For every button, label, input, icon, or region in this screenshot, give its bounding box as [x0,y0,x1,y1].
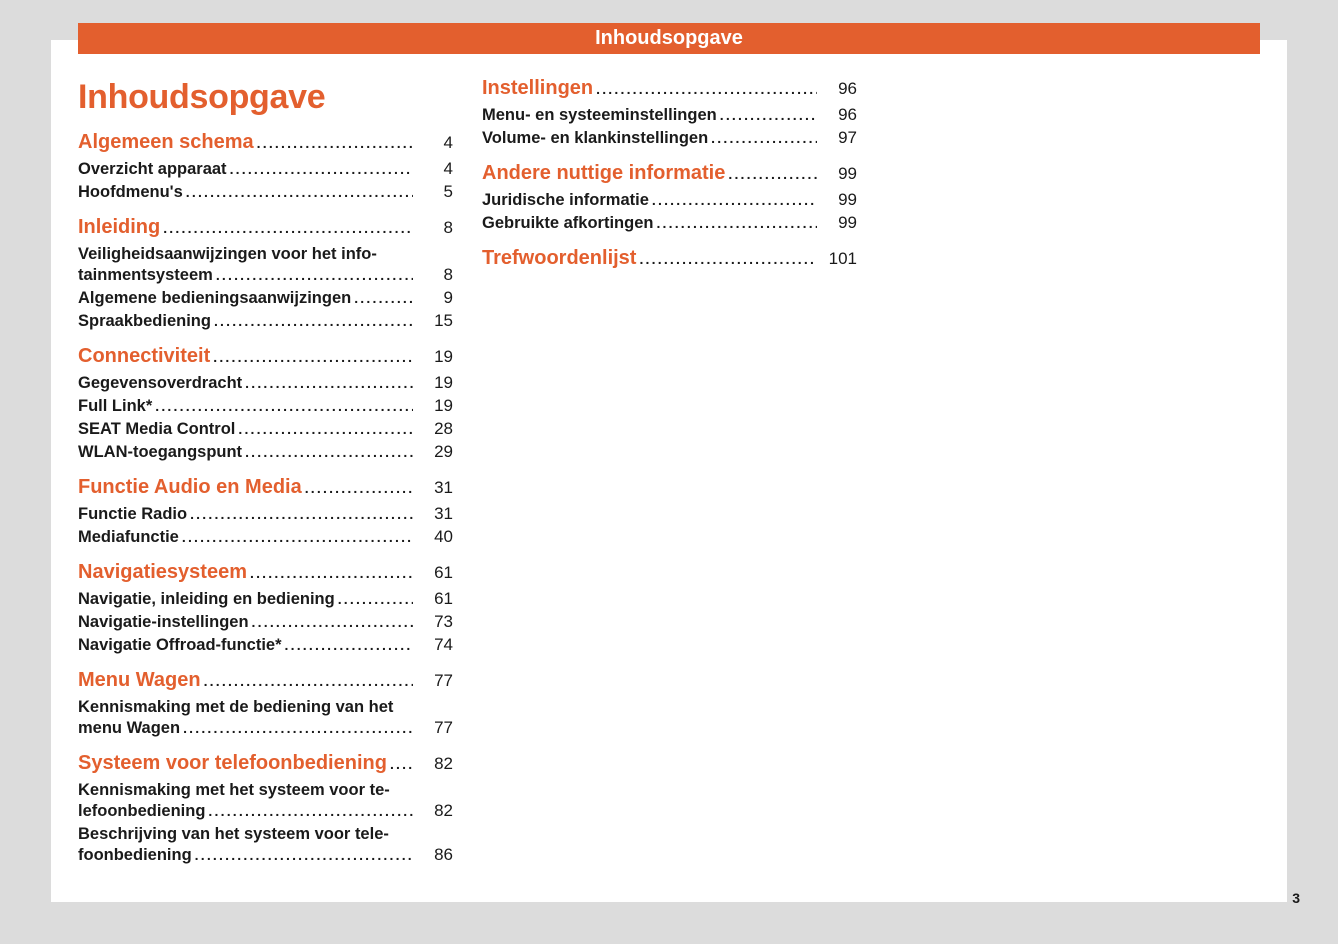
toc-item[interactable] [482,105,857,128]
toc-heading[interactable] [78,752,453,780]
toc-section-systeem-voor-telefoonbediening [78,752,453,868]
toc-heading-label: Navigatiesysteem [78,561,247,583]
toc-item[interactable] [78,697,453,741]
toc-item[interactable] [482,190,857,213]
toc-heading-label: Menu Wagen [78,669,201,691]
leader-dots [213,349,413,365]
toc-item-page: 40 [434,527,453,546]
leader-dots [252,614,413,630]
toc-item-page: 99 [838,190,857,209]
toc-heading-page: 61 [434,563,453,582]
toc-item-row [482,213,857,236]
toc-item-label-line1: Veiligheidsaanwijzingen voor het info- [78,245,377,263]
toc-section-inleiding [78,216,453,334]
toc-heading[interactable] [78,476,453,504]
toc-item-label-line1: Kennismaking met de bediening van het [78,698,394,716]
toc-item[interactable] [78,635,453,658]
toc-heading-page: 4 [443,133,453,152]
leader-dots [190,506,413,522]
page-title: Inhoudsopgave [78,78,326,116]
toc-item[interactable] [78,159,453,182]
toc-section-functie-audio-en-media [78,476,453,550]
leader-dots [216,267,413,283]
toc-column-left [78,131,453,879]
leader-dots [656,215,817,231]
toc-item-label: Navigatie-instellingen [78,613,249,631]
toc-item-page: 5 [443,182,453,201]
toc-item-page: 86 [434,845,453,864]
toc-heading-label: Algemeen schema [78,131,254,153]
toc-heading[interactable] [78,561,453,589]
toc-item-page: 19 [434,396,453,415]
toc-item[interactable] [78,442,453,465]
toc-section-andere-nuttige-informatie [482,162,857,236]
toc-item[interactable] [78,373,453,396]
toc-item-label: Algemene bedieningsaanwijzingen [78,289,352,307]
toc-item-page: 9 [443,288,453,307]
toc-item-label: Mediafunctie [78,528,179,546]
toc-item-page: 28 [434,419,453,438]
toc-heading[interactable] [482,77,857,105]
toc-item-row [78,265,453,288]
toc-heading-page: 31 [434,478,453,497]
toc-heading-label: Connectiviteit [78,345,211,367]
toc-item-row [78,159,453,182]
toc-item[interactable] [482,213,857,236]
toc-heading-label: Instellingen [482,77,594,99]
toc-heading[interactable] [78,345,453,373]
toc-item[interactable] [78,396,453,419]
toc-heading[interactable] [482,247,857,275]
toc-item-row [78,589,453,612]
toc-item-label: menu Wagen [78,719,181,737]
leader-dots [354,290,413,306]
toc-item-page: 74 [434,635,453,654]
toc-item[interactable] [78,182,453,205]
toc-item-page: 29 [434,442,453,461]
leader-dots [230,161,413,177]
toc-item-label: Volume- en klankinstellingen [482,129,709,147]
toc-item-page: 61 [434,589,453,608]
toc-item[interactable] [78,419,453,442]
toc-item-label: Gebruikte afkortingen [482,214,654,232]
toc-item-label: Gegevensoverdracht [78,374,243,392]
toc-item-row [78,612,453,635]
leader-dots [163,220,413,236]
leader-dots [257,135,413,151]
leader-dots [720,107,817,123]
toc-item[interactable] [78,780,453,824]
toc-item-page: 99 [838,213,857,232]
toc-item-row [78,311,453,334]
toc-item-row [78,527,453,550]
toc-item-label: Overzicht apparaat [78,160,227,178]
toc-section-instellingen [482,77,857,151]
toc-item-label: WLAN-toegangspunt [78,443,243,461]
toc-item-label: Navigatie, inleiding en bediening [78,590,335,608]
toc-heading-page: 96 [838,79,857,98]
toc-item-page: 96 [838,105,857,124]
toc-item[interactable] [78,612,453,635]
toc-item-page: 4 [443,159,453,178]
toc-heading[interactable] [78,131,453,159]
leader-dots [728,166,817,182]
toc-heading-label: Systeem voor telefoonbediening [78,752,387,774]
toc-item-row [78,373,453,396]
toc-item-label: Menu- en systeeminstellingen [482,106,717,124]
toc-item-label: Spraakbediening [78,312,211,330]
toc-item-page: 97 [838,128,857,147]
toc-item-row [78,504,453,527]
toc-section-trefwoordenlijst [482,247,857,275]
leader-dots [208,803,413,819]
toc-item[interactable] [78,527,453,550]
toc-heading[interactable] [78,216,453,244]
toc-item[interactable] [78,244,453,288]
leader-dots [245,444,413,460]
leader-dots [250,565,413,581]
leader-dots [195,847,413,863]
toc-item-label: Full Link* [78,397,153,415]
leader-dots [182,529,413,545]
toc-item[interactable] [78,589,453,612]
leader-dots [238,421,413,437]
toc-section-navigatiesysteem [78,561,453,658]
toc-item-label: Juridische informatie [482,191,649,209]
leader-dots [155,398,413,414]
toc-item[interactable] [78,504,453,527]
toc-item-row [78,288,453,311]
leader-dots [245,375,413,391]
leader-dots [183,720,413,736]
toc-item-row [78,801,453,824]
leader-dots [652,192,817,208]
toc-heading-label: Trefwoordenlijst [482,247,637,269]
toc-item-label-line1: Kennismaking met het systeem voor te- [78,781,390,799]
toc-section-algemeen-schema [78,131,453,205]
leader-dots [338,591,413,607]
toc-item-page: 82 [434,801,453,820]
leader-dots [639,251,814,267]
page-number: 3 [1292,890,1300,906]
toc-item-row [78,635,453,658]
toc-item-row [78,442,453,465]
toc-heading-label: Andere nuttige informatie [482,162,726,184]
toc-item-label: Hoofdmenu's [78,183,183,201]
toc-item-row [482,128,857,151]
toc-item-page: 77 [434,718,453,737]
toc-heading-page: 77 [434,671,453,690]
toc-heading-label: Functie Audio en Media [78,476,302,498]
toc-item-row [482,105,857,128]
toc-heading-page: 8 [443,218,453,237]
toc-heading-page: 19 [434,347,453,366]
toc-section-menu-wagen [78,669,453,741]
toc-heading[interactable] [78,669,453,697]
toc-item-row [78,182,453,205]
toc-item-label: SEAT Media Control [78,420,236,438]
leader-dots [390,756,413,772]
leader-dots [285,637,413,653]
leader-dots [711,130,817,146]
toc-item[interactable] [482,128,857,151]
toc-item-row [78,718,453,741]
toc-item-row [78,845,453,868]
toc-item[interactable] [78,311,453,334]
toc-item-row [78,396,453,419]
toc-item-label: Functie Radio [78,505,188,523]
toc-heading-page: 101 [828,249,857,268]
toc-item-row [78,419,453,442]
leader-dots [214,313,413,329]
toc-heading[interactable] [482,162,857,190]
toc-column-right [482,77,857,286]
toc-item[interactable] [78,288,453,311]
toc-item-label: Navigatie Offroad-functie* [78,636,282,654]
toc-item-page: 8 [443,265,453,284]
toc-item-label: lefoonbediening [78,802,206,820]
toc-heading-page: 82 [434,754,453,773]
toc-heading-label: Inleiding [78,216,161,238]
leader-dots [186,184,413,200]
leader-dots [305,480,413,496]
toc-item-label: foonbediening [78,846,192,864]
toc-heading-page: 99 [838,164,857,183]
toc-item-label: tainmentsysteem [78,266,213,284]
toc-item-label-line1: Beschrijving van het systeem voor tele- [78,825,389,843]
toc-item-page: 31 [434,504,453,523]
toc-section-connectiviteit [78,345,453,465]
toc-item-page: 19 [434,373,453,392]
leader-dots [596,81,817,97]
toc-item-page: 73 [434,612,453,631]
toc-item-page: 15 [434,311,453,330]
leader-dots [204,673,413,689]
toc-item[interactable] [78,824,453,868]
header-bar: Inhoudsopgave [78,23,1260,54]
toc-item-row [482,190,857,213]
